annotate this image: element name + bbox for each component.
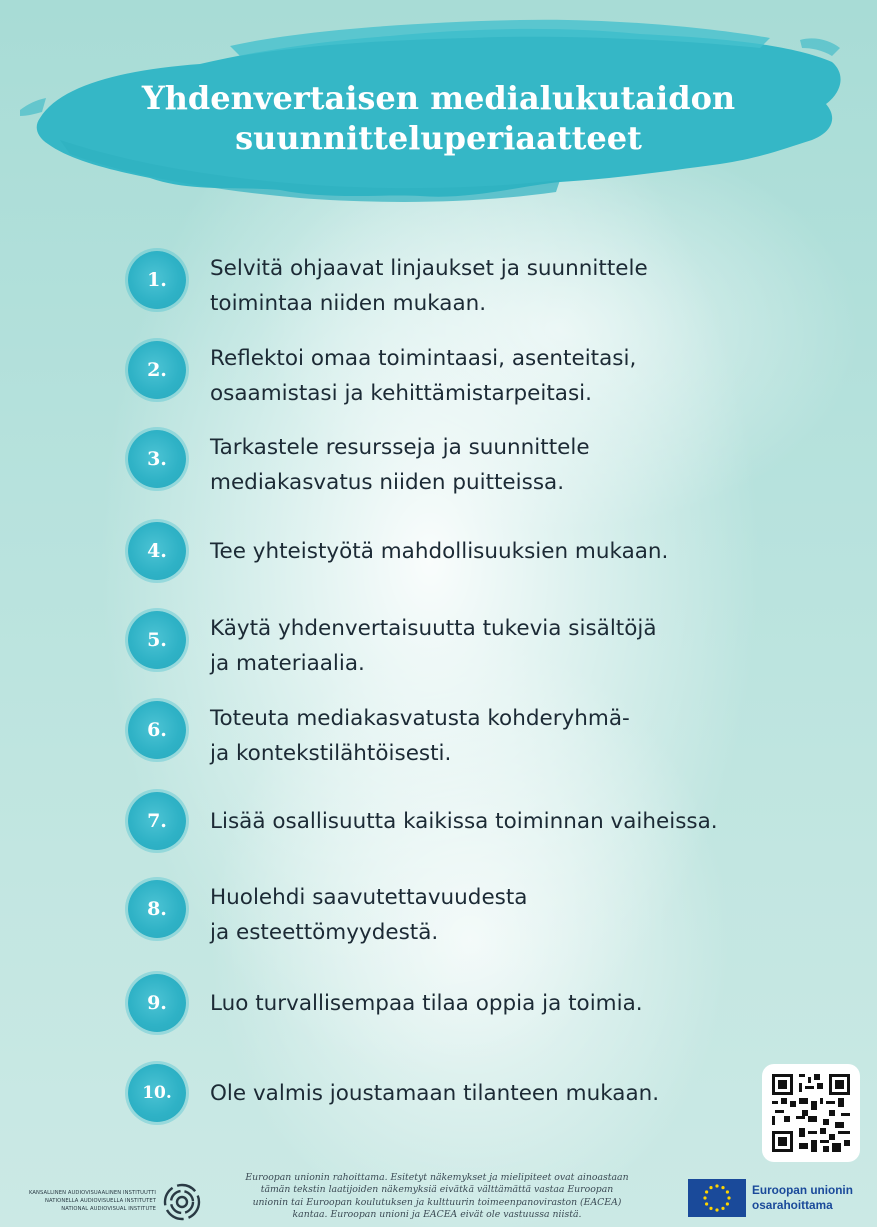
eu-flag-icon: [688, 1179, 746, 1217]
disclaimer-line-4: kantaa. Euroopan unioni ja EACEA eivät ole vastuussa niistä.: [292, 1208, 582, 1220]
disclaimer-line-3: unionin tai Euroopan koulutuksen ja kulttuurin toimeenpanoviraston (EACEA): [252, 1196, 622, 1208]
disclaimer-line-2: tämän tekstin laatijoiden näkemyksiä eivätkä välttämättä vastaa Euroopan: [260, 1184, 614, 1196]
number-badge: 1.: [128, 251, 186, 309]
principle-line-2: ja materiaalia.: [210, 651, 365, 676]
principle-item-3: [128, 430, 788, 494]
number-badge: 10.: [128, 1064, 186, 1122]
principle-text: [210, 430, 590, 500]
principle-line-2: toimintaa niiden mukaan.: [210, 291, 487, 316]
principle-text: [210, 880, 527, 950]
principle-item-2: [128, 341, 788, 405]
principle-text: [210, 251, 648, 321]
principle-item-5: [128, 611, 788, 675]
number-badge: 8.: [128, 880, 186, 938]
principle-line-1: Luo turvallisempaa tilaa oppia ja toimia.: [210, 991, 643, 1016]
principle-line-2: ja kontekstilähtöisesti.: [210, 741, 452, 766]
funding-disclaimer: [232, 1172, 642, 1221]
institute-line-3: NATIONAL AUDIOVISUAL INSTITUTE: [61, 1206, 156, 1212]
number-badge: 2.: [128, 341, 186, 399]
principle-text: [210, 341, 636, 411]
principle-text: [210, 986, 643, 1021]
qr-code-icon: [772, 1074, 850, 1152]
principle-text: [210, 804, 718, 839]
principle-line-1: Huolehdi saavutettavuudesta: [210, 885, 528, 910]
kavi-logo-icon: [162, 1182, 202, 1222]
number-badge: 7.: [128, 792, 186, 850]
principle-item-4: [128, 522, 788, 586]
principle-line-1: Selvitä ohjaavat linjaukset ja suunnittele: [210, 256, 648, 281]
principle-text: [210, 701, 630, 771]
principle-text: [210, 1076, 659, 1111]
principle-line-1: Tee yhteistyötä mahdollisuuksien mukaan.: [210, 539, 669, 564]
title-line-1: Yhdenvertaisen medialukutaidon: [141, 79, 736, 117]
principle-item-10: [128, 1064, 788, 1128]
poster-title: [100, 78, 777, 158]
principle-text: [210, 611, 657, 681]
number-badge: 6.: [128, 701, 186, 759]
number-badge: 4.: [128, 522, 186, 580]
qr-code[interactable]: [762, 1064, 860, 1162]
principle-line-1: Käytä yhdenvertaisuutta tukevia sisältöjä: [210, 616, 657, 641]
title-line-2: suunnitteluperiaatteet: [235, 119, 642, 157]
disclaimer-line-1: Euroopan unionin rahoittama. Esitetyt näkemykset ja mielipiteet ovat ainoastaan: [245, 1172, 629, 1183]
eu-line-1: Euroopan unionin: [752, 1183, 853, 1197]
principle-item-7: [128, 792, 788, 856]
principle-line-1: Reflektoi omaa toimintaasi, asenteitasi,: [210, 346, 637, 371]
institute-line-1: KANSALLINEN AUDIOVISUAALINEN INSTITUUTTI: [29, 1190, 156, 1196]
principle-item-8: [128, 880, 788, 944]
principle-text: [210, 534, 668, 569]
principle-line-2: osaamistasi ja kehittämistarpeitasi.: [210, 381, 592, 406]
eu-line-2: osarahoittama: [752, 1198, 833, 1212]
institute-line-2: NATIONELLA AUDIOVISUELLA INSTITUTET: [45, 1198, 156, 1204]
principle-line-1: Toteuta mediakasvatusta kohderyhmä-: [210, 706, 630, 731]
principle-item-9: [128, 974, 788, 1038]
principle-line-1: Tarkastele resursseja ja suunnittele: [210, 435, 590, 460]
principle-item-6: [128, 701, 788, 765]
institute-name: [22, 1189, 156, 1213]
principle-line-1: Ole valmis joustamaan tilanteen mukaan.: [210, 1081, 660, 1106]
number-badge: 3.: [128, 430, 186, 488]
number-badge: 9.: [128, 974, 186, 1032]
number-badge: 5.: [128, 611, 186, 669]
principle-line-2: ja esteettömyydestä.: [210, 920, 439, 945]
principle-item-1: [128, 251, 788, 315]
eu-cofunding-label: [752, 1183, 853, 1213]
principle-line-1: Lisää osallisuutta kaikissa toiminnan vaiheissa.: [210, 809, 718, 834]
principle-line-2: mediakasvatus niiden puitteissa.: [210, 470, 565, 495]
